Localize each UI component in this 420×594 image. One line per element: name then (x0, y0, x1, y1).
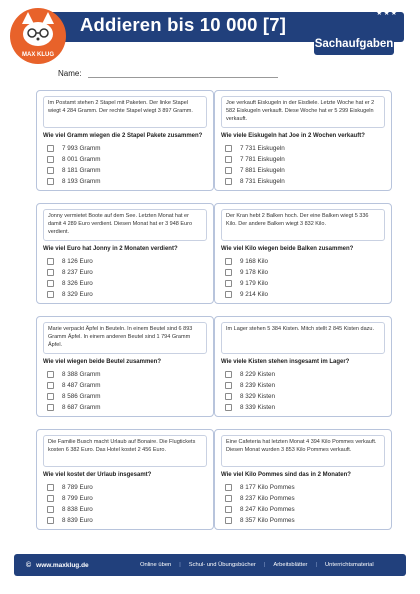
checkbox[interactable] (225, 291, 232, 298)
answer-option[interactable]: 9 214 Kilo (225, 291, 385, 298)
answer-option[interactable]: 8 326 Euro (47, 280, 207, 287)
page-footer (14, 554, 406, 576)
answer-option[interactable]: 8 239 Kisten (225, 382, 385, 389)
checkbox[interactable] (47, 269, 54, 276)
name-label: Name: (58, 69, 82, 78)
task-card-5 (36, 316, 214, 417)
footer-link-worksheets[interactable]: Arbeitsblätter (273, 562, 308, 568)
answer-option[interactable]: 7 881 Eiskugeln (225, 167, 385, 174)
answer-option[interactable]: 8 357 Kilo Pommes (225, 517, 385, 524)
task-card-1 (36, 90, 214, 191)
task-story: Joe verkauft Eiskugeln in der Eisdiele. Letzte Woche hat er 2 582 Eiskugeln verkauft. Diese Woche hat er 5 299 Eiskugeln verkauft. (221, 96, 385, 128)
checkbox[interactable] (47, 517, 54, 524)
task-question: Wie viele Eiskugeln hat Joe in 2 Wochen verkauft? (221, 133, 365, 139)
checkbox[interactable] (225, 371, 232, 378)
answer-option[interactable]: 8 339 Kisten (225, 404, 385, 411)
answer-option[interactable]: 8 229 Kisten (225, 371, 385, 378)
footer-links (136, 562, 378, 568)
checkbox[interactable] (47, 145, 54, 152)
task-card-7 (36, 429, 214, 530)
answer-option[interactable]: 7 781 Eiskugeln (225, 156, 385, 163)
name-line[interactable] (88, 68, 278, 78)
checkbox[interactable] (225, 404, 232, 411)
answer-option[interactable]: 8 001 Gramm (47, 156, 207, 163)
checkbox[interactable] (47, 404, 54, 411)
answer-option[interactable]: 8 388 Gramm (47, 371, 207, 378)
checkbox[interactable] (225, 156, 232, 163)
checkbox[interactable] (47, 280, 54, 287)
category-badge: Sachaufgaben (314, 33, 394, 55)
checkbox[interactable] (225, 145, 232, 152)
checkbox[interactable] (225, 506, 232, 513)
checkbox[interactable] (47, 484, 54, 491)
checkbox[interactable] (225, 269, 232, 276)
checkbox[interactable] (47, 258, 54, 265)
logo-text: MAX KLUG (22, 52, 54, 58)
answer-option[interactable]: 8 329 Euro (47, 291, 207, 298)
answer-option[interactable]: 7 731 Eiskugeln (225, 145, 385, 152)
answer-option[interactable]: 8 177 Kilo Pommes (225, 484, 385, 491)
answer-option[interactable]: 8 237 Kilo Pommes (225, 495, 385, 502)
checkbox[interactable] (225, 517, 232, 524)
answer-option[interactable]: 9 168 Kilo (225, 258, 385, 265)
difficulty-stars: ★★★ (376, 10, 398, 17)
task-story: Eine Cafeteria hat letzten Monat 4 394 Kilo Pommes verkauft. Diesen Monat wurden 3 853 Kilo Pommes verkauft. (221, 435, 385, 467)
answer-option[interactable]: 8 731 Eiskugeln (225, 178, 385, 185)
checkbox[interactable] (47, 371, 54, 378)
answer-option[interactable]: 8 799 Euro (47, 495, 207, 502)
task-card-8 (214, 429, 392, 530)
answer-option[interactable]: 8 839 Euro (47, 517, 207, 524)
task-story: Jonny vermietet Boote auf dem See. Letzten Monat hat er damit 4 289 Euro verdient. Diesen Monat hat er 3 948 Euro verdient. (43, 209, 207, 241)
worksheet-title: Addieren bis 10 000 [7] (80, 14, 287, 35)
checkbox[interactable] (47, 382, 54, 389)
answer-option[interactable]: 8 126 Euro (47, 258, 207, 265)
task-question: Wie viel Gramm wiegen die 2 Stapel Pakete zusammen? (43, 133, 203, 139)
task-story: Marie verpackt Äpfel in Beuteln. In einem Beutel sind 6 893 Gramm Äpfel. In einem anderen Beutel sind 1 794 Gramm Äpfel. (43, 322, 207, 354)
task-story: Im Postamt stehen 2 Stapel mit Paketen. Der linke Stapel wiegt 4 284 Gramm. Der rechte Stapel wiegt 3 897 Gramm. (43, 96, 207, 128)
footer-site-link[interactable]: www.maxklug.de (36, 561, 89, 569)
answer-option[interactable]: 8 329 Kisten (225, 393, 385, 400)
copyright-icon: © (26, 561, 32, 569)
answer-option[interactable]: 8 487 Gramm (47, 382, 207, 389)
answer-option[interactable]: 8 789 Euro (47, 484, 207, 491)
footer-separator: | (315, 562, 317, 568)
answer-option[interactable]: 7 993 Gramm (47, 145, 207, 152)
task-question: Wie viele Kisten stehen insgesamt im Lager? (221, 359, 350, 365)
task-card-4 (214, 203, 392, 304)
footer-separator: | (179, 562, 181, 568)
task-question: Wie viel wiegen beide Beutel zusammen? (43, 359, 161, 365)
checkbox[interactable] (225, 393, 232, 400)
checkbox[interactable] (47, 167, 54, 174)
checkbox[interactable] (47, 495, 54, 502)
answer-option[interactable]: 8 687 Gramm (47, 404, 207, 411)
task-card-2 (214, 90, 392, 191)
checkbox[interactable] (225, 495, 232, 502)
checkbox[interactable] (225, 280, 232, 287)
checkbox[interactable] (225, 382, 232, 389)
task-card-3 (36, 203, 214, 304)
checkbox[interactable] (47, 178, 54, 185)
answer-option[interactable]: 8 181 Gramm (47, 167, 207, 174)
task-card-6 (214, 316, 392, 417)
answer-option[interactable]: 9 179 Kilo (225, 280, 385, 287)
answer-option[interactable]: 8 247 Kilo Pommes (225, 506, 385, 513)
checkbox[interactable] (47, 506, 54, 513)
checkbox[interactable] (225, 167, 232, 174)
answer-option[interactable]: 8 193 Gramm (47, 178, 207, 185)
task-question: Wie viel Euro hat Jonny in 2 Monaten verdient? (43, 246, 178, 252)
checkbox[interactable] (225, 178, 232, 185)
answer-option[interactable]: 9 178 Kilo (225, 269, 385, 276)
name-field (58, 68, 278, 78)
task-question: Wie viel kostet der Urlaub insgesamt? (43, 472, 152, 478)
task-question: Wie viel Kilo Pommes sind das in 2 Monaten? (221, 472, 351, 478)
answer-option[interactable]: 8 586 Gramm (47, 393, 207, 400)
checkbox[interactable] (225, 484, 232, 491)
task-story: Im Lager stehen 5 384 Kisten. Mitch stellt 2 845 Kisten dazu. (221, 322, 385, 354)
checkbox[interactable] (47, 156, 54, 163)
footer-separator: | (263, 562, 266, 568)
checkbox[interactable] (47, 291, 54, 298)
worksheet-header (0, 0, 420, 60)
footer-link-books[interactable]: Schul- und Übungsbücher (188, 562, 256, 568)
answer-option[interactable]: 8 237 Euro (47, 269, 207, 276)
footer-brand (26, 562, 116, 569)
footer-link-online[interactable]: Online üben (140, 562, 172, 568)
task-story: Die Familie Busch macht Urlaub auf Bonaire. Die Flugtickets kosten 6 382 Euro. Das Hotel kostet 2 456 Euro. (43, 435, 207, 467)
footer-link-materials[interactable]: Unterrichtsmaterial (325, 562, 374, 568)
checkbox[interactable] (225, 258, 232, 265)
answer-option[interactable]: 8 838 Euro (47, 506, 207, 513)
max-klug-logo (8, 6, 68, 66)
task-story: Der Kran hebt 2 Balken hoch. Der eine Balken wiegt 5 336 Kilo. Der andere Balken wiegt 3 832 Kilo. (221, 209, 385, 241)
checkbox[interactable] (47, 393, 54, 400)
task-question: Wie viel Kilo wiegen beide Balken zusammen? (221, 246, 354, 252)
